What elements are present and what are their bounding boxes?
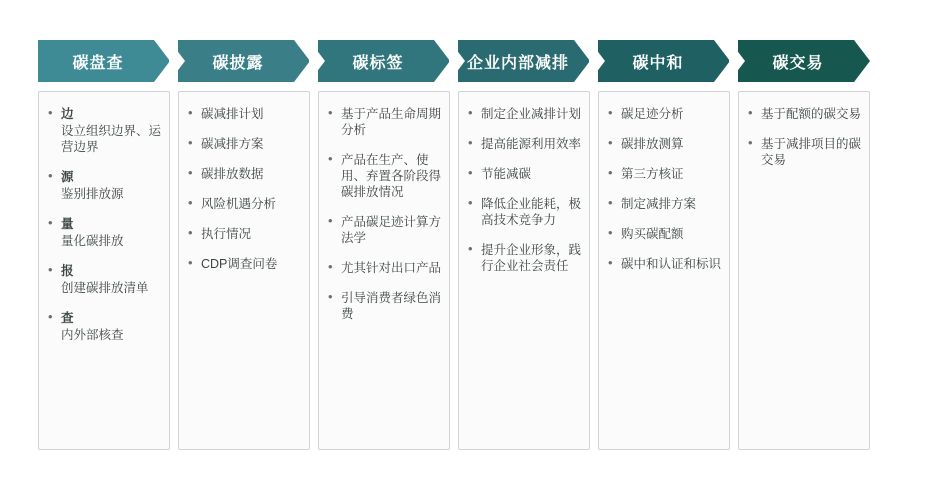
list-item-text: • 提升企业形象，践行企业社会责任 — [481, 243, 582, 273]
bullet-list — [45, 106, 161, 343]
list-item — [325, 290, 441, 322]
list-item — [325, 152, 441, 200]
list-item-text: 创建碳排放清单 — [61, 281, 149, 295]
list-item — [605, 166, 721, 182]
list-item-text: • 产品在生产、使用、弃置各阶段得碳排放情况 — [341, 153, 442, 199]
list-item-text: • 基于配额的碳交易 — [761, 107, 862, 121]
list-item — [605, 196, 721, 212]
process-column-title: 碳披露 — [212, 54, 264, 72]
process-column-header[interactable] — [38, 40, 170, 82]
list-item — [605, 256, 721, 272]
list-item — [185, 196, 301, 212]
process-column-body — [178, 91, 310, 450]
list-item — [465, 242, 581, 274]
list-item-lead: • 源 — [61, 170, 74, 184]
list-item — [45, 106, 161, 155]
list-item — [45, 169, 161, 202]
process-column-header[interactable] — [738, 40, 870, 82]
list-item — [185, 106, 301, 122]
list-item — [45, 216, 161, 249]
list-item-lead: • 查 — [61, 311, 74, 325]
bullet-list — [325, 106, 441, 322]
list-item-text: • 碳排放数据 — [201, 167, 264, 181]
process-column — [178, 40, 310, 450]
list-item — [465, 106, 581, 122]
list-item — [185, 256, 301, 272]
list-item-text: • 提高能源利用效率 — [481, 137, 582, 151]
process-column-body — [318, 91, 450, 450]
list-item-text: • 碳减排计划 — [201, 107, 264, 121]
list-item — [745, 136, 861, 168]
list-item — [325, 106, 441, 138]
process-column-title: 碳中和 — [632, 54, 684, 72]
list-item — [185, 166, 301, 182]
process-column-title: 碳交易 — [772, 54, 824, 72]
list-item — [605, 226, 721, 242]
list-item-text: • 制定企业减排计划 — [481, 107, 582, 121]
process-column-body — [598, 91, 730, 450]
list-item-text: 量化碳排放 — [61, 234, 124, 248]
list-item-text: • 引导消费者绿色消费 — [341, 291, 442, 321]
list-item-lead: • 量 — [61, 217, 74, 231]
list-item — [325, 214, 441, 246]
list-item-text: 鉴别排放源 — [61, 187, 124, 201]
process-column — [318, 40, 450, 450]
list-item-lead: • 报 — [61, 264, 74, 278]
process-column-header[interactable] — [598, 40, 730, 82]
bullet-list — [745, 106, 861, 168]
list-item — [325, 260, 441, 276]
list-item — [745, 106, 861, 122]
list-item-text: • CDP调查问卷 — [201, 257, 278, 271]
list-item-text: • 产品碳足迹计算方法学 — [341, 215, 442, 245]
bullet-list — [605, 106, 721, 272]
process-column — [38, 40, 170, 450]
list-item — [45, 263, 161, 296]
list-item-text: • 购买碳配额 — [621, 227, 684, 241]
bullet-list — [185, 106, 301, 272]
list-item — [465, 196, 581, 228]
list-item-text: • 制定减排方案 — [621, 197, 697, 211]
list-item-text: • 碳减排方案 — [201, 137, 264, 151]
process-column-body — [38, 91, 170, 450]
process-column-title: 碳标签 — [352, 54, 404, 72]
list-item — [465, 166, 581, 182]
list-item-text: • 碳足迹分析 — [621, 107, 684, 121]
list-item-text: • 风险机遇分析 — [201, 197, 277, 211]
process-column-header[interactable] — [178, 40, 310, 82]
list-item-text: 设立组织边界、运营边界 — [61, 124, 162, 154]
list-item-text: • 尤其针对出口产品 — [341, 261, 442, 275]
list-item-text: • 碳中和认证和标识 — [621, 257, 722, 271]
process-column-header[interactable] — [318, 40, 450, 82]
process-column — [738, 40, 870, 450]
list-item — [465, 136, 581, 152]
list-item-lead: • 边 — [61, 107, 74, 121]
list-item-text: • 基于减排项目的碳交易 — [761, 137, 862, 167]
process-column-title: 企业内部减排 — [466, 54, 569, 72]
process-column-title: 碳盘查 — [72, 54, 124, 72]
list-item-text: • 降低企业能耗，极高技术竞争力 — [481, 197, 582, 227]
list-item-text: 内外部核查 — [61, 328, 124, 342]
process-column — [458, 40, 590, 450]
process-column-body — [458, 91, 590, 450]
list-item — [605, 136, 721, 152]
chevron-process-diagram — [38, 40, 890, 450]
list-item-text: • 第三方核证 — [621, 167, 684, 181]
process-column — [598, 40, 730, 450]
list-item-text: • 节能减碳 — [481, 167, 532, 181]
list-item-text: • 执行情况 — [201, 227, 252, 241]
list-item-text: • 碳排放测算 — [621, 137, 684, 151]
list-item — [185, 136, 301, 152]
process-column-header[interactable] — [458, 40, 590, 82]
list-item-text: • 基于产品生命周期分析 — [341, 107, 442, 137]
list-item — [185, 226, 301, 242]
list-item — [45, 310, 161, 343]
list-item — [605, 106, 721, 122]
bullet-list — [465, 106, 581, 274]
process-column-body — [738, 91, 870, 450]
